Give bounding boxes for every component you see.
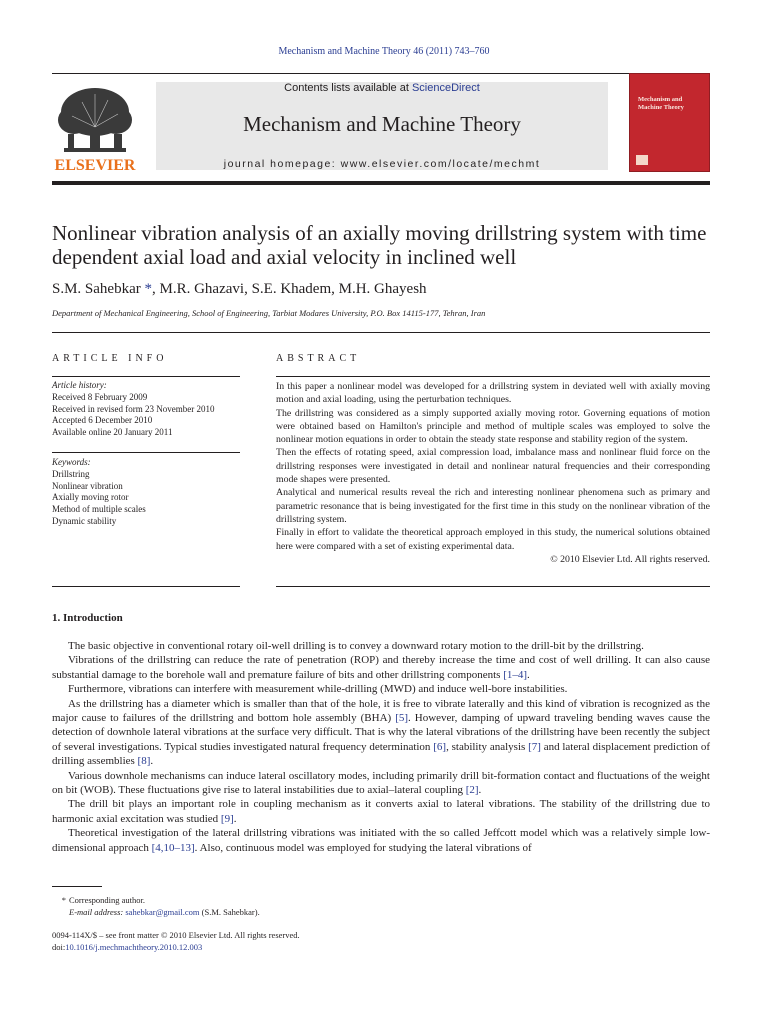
article-info-rule-mid: [52, 452, 240, 453]
first-author: S.M. Sahebkar: [52, 281, 141, 297]
history-label: Article history:: [52, 380, 107, 390]
other-authors: , M.R. Ghazavi, S.E. Khadem, M.H. Ghayesh: [152, 281, 427, 297]
history-accepted: Accepted 6 December 2010: [52, 415, 153, 426]
intro-text: .: [478, 784, 482, 797]
banner-bottom-rule: [52, 181, 710, 185]
email-suffix: (S.M. Sahebkar).: [199, 907, 260, 917]
email-link[interactable]: sahebkar@gmail.com: [125, 907, 200, 917]
intro-paragraph: [52, 653, 710, 682]
intro-text: and lateral displacement prediction of drilling assemblies: [52, 740, 711, 768]
elsevier-tree-icon: [52, 82, 138, 174]
abstract-paragraph: Finally in effort to validate the theoretical approach employed in this study, the numerical solutions obtained here were compared with a set of existing experimental data.: [276, 527, 710, 552]
intro-paragraph: [52, 697, 710, 769]
email-line: [52, 906, 260, 918]
abstract-paragraph: Then the effects of rotating speed, axial compression load, imbalance mass and nonlinear fluid force on the drillstring responses were investigated in detail and nonlinear natural frequencies and their corresponding mode shapes were presented.: [276, 447, 710, 486]
doi-link[interactable]: 10.1016/j.mechmachtheory.2010.12.003: [65, 942, 203, 952]
corresponding-author-note: [52, 894, 260, 906]
elsevier-wordmark: ELSEVIER: [54, 157, 136, 174]
keywords-label: Keywords:: [52, 457, 91, 467]
intro-text: Theoretical investigation of the lateral drillstring vibrations was initiated with the so called Jeffcott model which was a relatively simple low-dimensional approach: [52, 827, 710, 854]
history-revised: Received in revised form 23 November 2010: [52, 403, 215, 414]
reference-link[interactable]: [7]: [528, 740, 541, 753]
journal-homepage[interactable]: journal homepage: www.elsevier.com/locate/mechmt: [223, 158, 541, 170]
intro-paragraph: [52, 826, 710, 855]
author-list: [52, 281, 427, 298]
reference-link[interactable]: [2]: [465, 784, 479, 797]
reference-link[interactable]: [9]: [220, 812, 234, 825]
cover-title: Mechanism and Machine Theory: [638, 96, 684, 111]
intro-paragraph: The basic objective in conventional rotary oil-well drilling is to convey a downward rotary motion to the drill-bit by the drillstring.: [68, 640, 644, 652]
keyword-item: Axially moving rotor: [52, 492, 129, 503]
intro-paragraph: [52, 797, 710, 826]
intro-text: The drill bit plays an important role in coupling mechanism as it converts axial to lateral vibrations. The stability of the drillstring due to harmonic axial excitation was studied: [52, 798, 710, 825]
front-matter: [52, 929, 300, 953]
intro-text: Vibrations of the drillstring can reduce the rate of penetration (ROP) and thereby increase the time and cost of well drilling. It can also cause substantial damage to the borehole wall and premature failure of bits and other drillstring components: [52, 654, 710, 681]
reference-link[interactable]: [8]: [137, 755, 151, 768]
history-received: Received 8 February 2009: [52, 391, 148, 402]
corresponding-label: Corresponding author.: [69, 895, 146, 905]
footnote-rule: [52, 886, 102, 887]
abstract-paragraph: In this paper a nonlinear model was developed for a drillstring system in deviated well with axially moving motion and axial loading, using the perturbation techniques.: [276, 381, 710, 406]
intro-text: Various downhole mechanisms can induce lateral oscillatory modes, including primarily drill bit-formation contact and fluctuations of the weight on bit (WOB). These fluctuations give rise to lateral instabilities due to axial–lateral coupling: [52, 769, 710, 797]
journal-citation-link[interactable]: Mechanism and Machine Theory 46 (2011) 743–760: [278, 46, 490, 57]
contents-line: [156, 82, 608, 94]
intro-heading: 1. Introduction: [52, 612, 123, 624]
keywords: [52, 457, 240, 528]
abstract-copyright: © 2010 Elsevier Ltd. All rights reserved.: [550, 553, 710, 565]
title-divider: [52, 332, 710, 333]
article-history: [52, 380, 240, 439]
intro-text: . Also, continuous model was employed for studying the lateral vibrations of: [194, 841, 532, 854]
journal-cover-thumbnail[interactable]: [629, 73, 710, 172]
affiliation: Department of Mechanical Engineering, School of Engineering, Tarbiat Modares University, P.O. Box 14115-177, Tehran, Iran: [52, 308, 486, 318]
keyword-item: Nonlinear vibration: [52, 480, 123, 491]
footnote-marker: *: [61, 895, 66, 905]
doi-label: doi:: [52, 942, 66, 952]
intro-text: .: [233, 812, 237, 825]
intro-text: .: [150, 755, 154, 768]
article-info-rule-top: [52, 376, 240, 377]
keyword-item: Method of multiple scales: [52, 504, 146, 515]
doi-line: [52, 941, 300, 953]
footnote: [52, 894, 260, 918]
article-title: Nonlinear vibration analysis of an axially moving drillstring system with time dependent axial load and axial velocity in inclined well: [52, 221, 707, 269]
contents-prefix: Contents lists available at: [284, 82, 412, 94]
article-info-heading: ARTICLE INFO: [52, 353, 168, 364]
intro-text: As the drillstring has a diameter which is smaller than that of the hole, it is free to vibrate laterally and this kind of vibration is recognized as the major cause to failures of the drillstring and bottom hole assembly (BHA): [52, 697, 710, 725]
intro-text: .: [527, 668, 530, 681]
sciencedirect-link[interactable]: ScienceDirect: [411, 82, 480, 94]
abstract-paragraph: The drillstring was considered as a simply supported axially moving rotor. Governing equations of motion were obtained based on Hamilton's principle and method of multiple scales was employed to solve the nonlinear motion equations in order to obtain the steady state response and stability region of the system.: [276, 407, 710, 446]
intro-paragraph: [52, 769, 710, 798]
email-label: E-mail address:: [69, 907, 124, 917]
reference-link[interactable]: [4,10–13]: [151, 841, 195, 854]
abstract-heading: ABSTRACT: [276, 353, 361, 364]
cover-publisher-mark: [636, 155, 648, 165]
abstract-paragraph: Analytical and numerical results reveal the rich and interesting nonlinear phenomena such as primary and parametric resonance that is being investigated for the first time in this study on the nonlinear vibration of the drillstring system.: [276, 487, 710, 525]
reference-link[interactable]: [5]: [395, 712, 409, 725]
corresponding-author-marker[interactable]: *: [144, 281, 152, 297]
abstract-rule-top: [276, 376, 710, 377]
reference-link[interactable]: [1–4]: [503, 668, 528, 681]
keyword-item: Drillstring: [52, 468, 90, 479]
reference-link[interactable]: [6]: [433, 740, 447, 753]
banner-top-rule: [52, 73, 709, 74]
keyword-item: Dynamic stability: [52, 515, 117, 526]
intro-text: . However, damping of upward traveling bending waves cause the detection of downhole lateral vibrations at the surface very difficult. That is why the lateral vibrations of the drillstring have been recently the subject of several investigations. Typical studies investigated natural frequency determination: [52, 712, 710, 753]
history-online: Available online 20 January 2011: [52, 427, 173, 438]
abstract-body: [276, 380, 710, 566]
intro-text: , stability analysis: [446, 740, 529, 753]
issn-line: 0094-114X/$ – see front matter © 2010 Elsevier Ltd. All rights reserved.: [52, 930, 300, 940]
abstract-rule-bottom: [276, 586, 710, 587]
intro-body: [52, 639, 710, 855]
intro-paragraph: Furthermore, vibrations can interfere with measurement while-drilling (MWD) and induce well-bore instabilities.: [68, 683, 568, 696]
journal-name: Mechanism and Machine Theory: [243, 112, 521, 136]
article-info-rule-bottom: [52, 586, 240, 587]
elsevier-logo[interactable]: [52, 82, 138, 174]
